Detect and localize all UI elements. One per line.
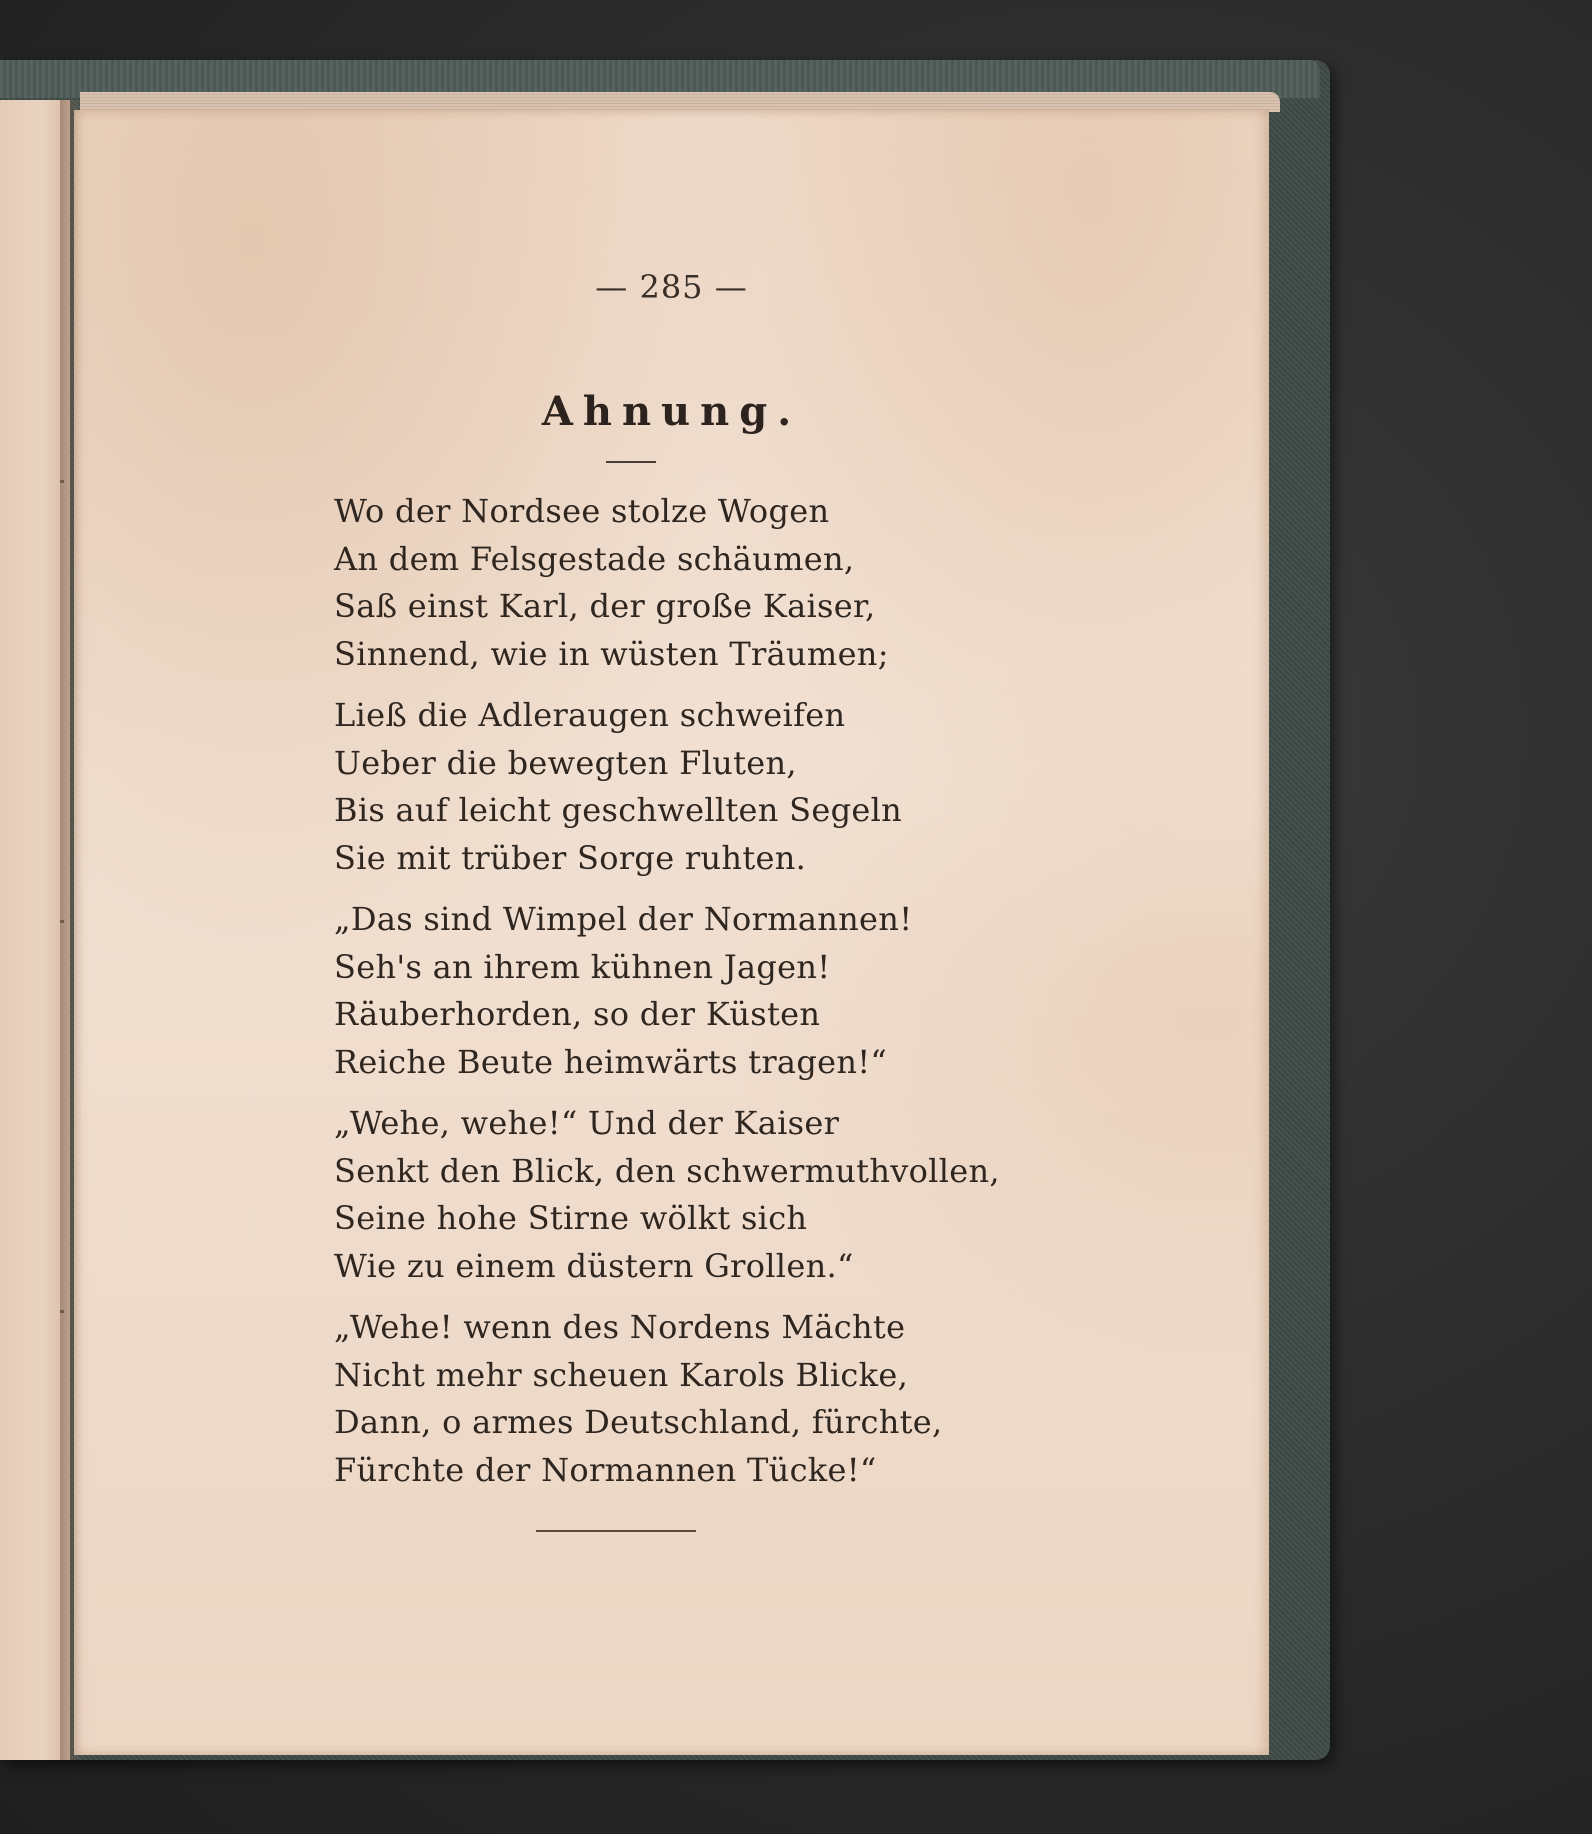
- stanza-5: [334, 1304, 1094, 1494]
- book-gutter-shadow: [60, 100, 82, 1760]
- poem-line: „Das sind Wimpel der Normannen!: [334, 900, 913, 938]
- poem-line: Sie mit trüber Sorge ruhten.: [334, 838, 807, 877]
- poem-line: Räuberhorden, so der Küsten: [334, 995, 821, 1033]
- stanza-4: [334, 1100, 1094, 1290]
- title-divider: [606, 461, 656, 463]
- poem-title: Ahnung.: [541, 388, 802, 435]
- poem-line: Sinnend, wie in wüsten Träumen;: [334, 634, 889, 673]
- poem-line: Ueber die bewegten Fluten,: [334, 743, 797, 782]
- poem-line: Seh's an ihrem kühnen Jagen!: [334, 947, 831, 986]
- poem-line: Senkt den Blick, den schwermuthvollen,: [334, 1151, 1000, 1190]
- poem-line: Wie zu einem düstern Grollen.“: [334, 1246, 854, 1285]
- page-number: — 285 —: [595, 268, 748, 306]
- book-page: [74, 110, 1269, 1755]
- poem-line: Saß einst Karl, der große Kaiser,: [334, 587, 876, 625]
- poem-line: Ließ die Adleraugen schweifen: [334, 696, 846, 734]
- stanza-3: [334, 896, 1094, 1086]
- poem-line: An dem Felsgestade schäumen,: [334, 539, 855, 578]
- poem-line: Reiche Beute heimwärts tragen!“: [334, 1042, 888, 1081]
- poem-line: Fürchte der Normannen Tücke!“: [334, 1450, 877, 1489]
- poem-line: „Wehe, wehe!“ Und der Kaiser: [334, 1104, 840, 1142]
- stanza-2: [334, 692, 1094, 882]
- poem-line: Seine hohe Stirne wölkt sich: [334, 1199, 808, 1237]
- poem-line: Bis auf leicht geschwellten Segeln: [334, 791, 903, 829]
- end-divider: [536, 1530, 696, 1532]
- poem-line: Wo der Nordsee stolze Wogen: [334, 492, 830, 530]
- poem-line: Dann, o armes Deutschland, fürchte,: [334, 1403, 943, 1441]
- poem-body: [334, 488, 1094, 1508]
- page-stack-edge: [80, 92, 1280, 112]
- poem-line: Nicht mehr scheuen Karols Blicke,: [334, 1355, 909, 1394]
- stanza-1: [334, 488, 1094, 678]
- poem-line: „Wehe! wenn des Nordens Mächte: [334, 1308, 906, 1346]
